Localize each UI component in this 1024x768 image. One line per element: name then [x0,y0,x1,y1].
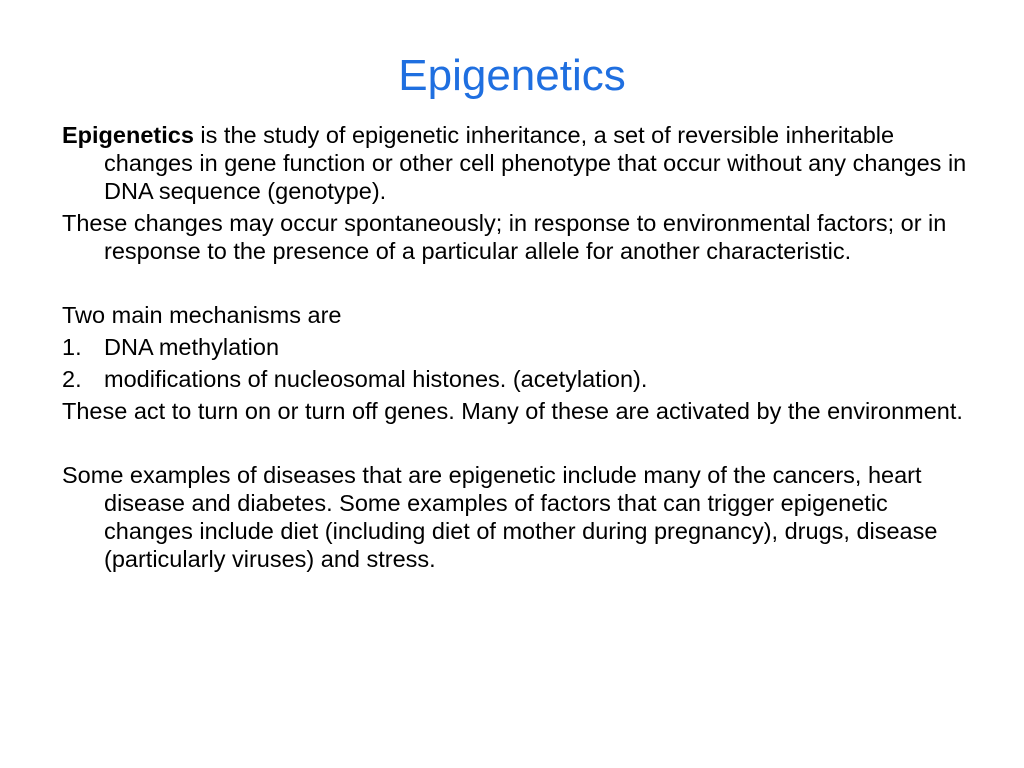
changes-paragraph: These changes may occur spontaneously; in response to environmental factors; or in response to the presence of a particular allele for another characteristic. [62,210,947,264]
examples-paragraph: Some examples of diseases that are epigenetic include many of the cancers, heart disease and diabetes. Some examples of factors that can trigger epigenetic changes include diet (including diet of mother during pregnancy), drugs, disease (particularly viruses) and stress. [62,462,938,572]
list-item [62,365,982,393]
list-item-text: modifications of nucleosomal histones. (acetylation). [104,366,648,392]
list-item-number: 2. [62,366,82,392]
slide-title: Epigenetics [398,51,626,100]
slide-body [62,121,982,573]
definition-term: Epigenetics [62,122,194,148]
mechanisms-intro: Two main mechanisms are [62,302,342,328]
list-item-text: DNA methylation [104,334,280,360]
list-item [62,333,982,361]
definition-text: is the study of epigenetic inheritance, a set of reversible inheritable changes in gene function or other cell phenotype that occur without any changes in DNA sequence (genotype). [104,122,967,204]
genes-paragraph: These act to turn on or turn off genes. Many of these are activated by the environment. [62,398,963,424]
list-item-number: 1. [62,334,82,360]
definition-paragraph [62,121,982,205]
